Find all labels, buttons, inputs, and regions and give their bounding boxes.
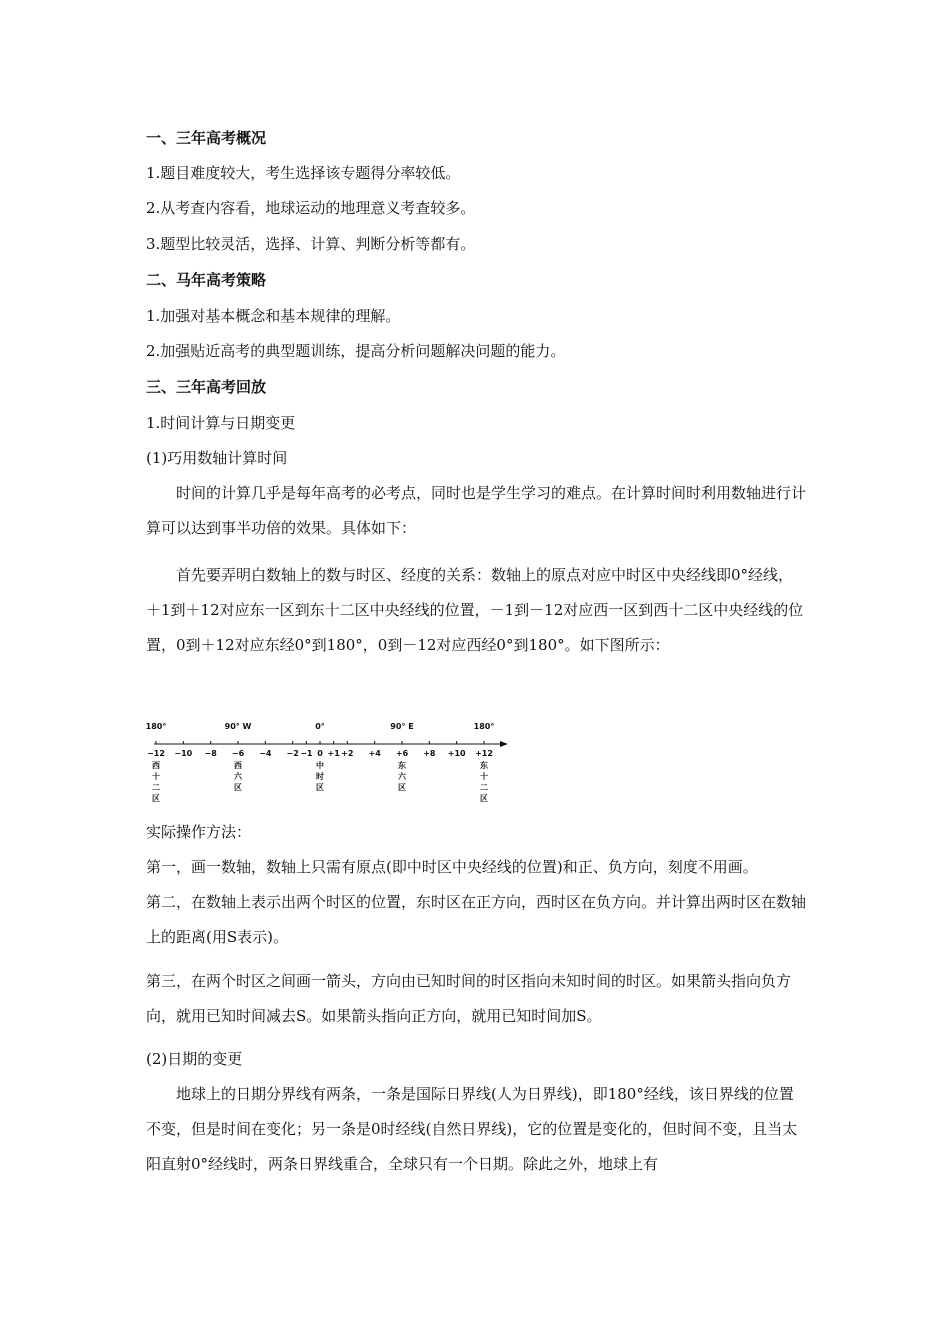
tick-label: −1 [300, 749, 313, 758]
tick-label: −8 [204, 749, 217, 758]
zone-label-char: 区 [480, 794, 488, 803]
tick-label: −2 [286, 749, 299, 758]
subheading: 1.时间计算与日期变更 [146, 414, 296, 432]
tick-label: 0 [317, 749, 323, 758]
section-heading-1: 一、三年高考概况 [146, 129, 267, 147]
paragraph: 首先要弄明白数轴上的数与时区、经度的关系：数轴上的原点对应中时区中央经线即0°经线，＋1到＋12对应东一区到东十二区中央经线的位置，－1到－12对应西一区到西十二区中央经线的位置，0到＋12对应东经0°到180°，0到－12对应西经0°到180°。如下图所示： [146, 566, 804, 654]
zone-label-char: 东 [398, 761, 406, 770]
zone-label-char: 十 [152, 772, 160, 781]
section-heading-2: 二、马年高考策略 [146, 271, 267, 289]
section-heading-3: 三、三年高考回放 [146, 378, 267, 396]
tick-label: +6 [395, 749, 409, 758]
zone-label-char: 区 [316, 783, 324, 792]
list-item: 2.加强贴近高考的典型题训练，提高分析问题解决问题的能力。 [146, 342, 566, 360]
tick-label: +4 [368, 749, 381, 758]
zone-label-char: 区 [152, 794, 160, 803]
tick-label: −12 [147, 749, 165, 758]
paragraph: 时间的计算几乎是每年高考的必考点，同时也是学生学习的难点。在计算时间时利用数轴进行计算可以达到事半功倍的效果。具体如下： [146, 484, 807, 537]
list-item: 3.题型比较灵活，选择、计算、判断分析等都有。 [146, 235, 476, 253]
zone-label-char: 区 [398, 783, 406, 792]
tick-label: +10 [447, 749, 466, 758]
zone-label-char: 六 [398, 772, 406, 781]
longitude-label: 90° W [224, 722, 252, 731]
paragraph: 地球上的日期分界线有两条，一条是国际日界线(人为日界线)，即180°经线，该日界线的位置不变，但是时间在变化；另一条是0时经线(自然日界线)，它的位置是变化的，但时间不变，且当太阳直射0°经线时，两条日界线重合，全球只有一个日期。除此之外，地球上有 [146, 1085, 798, 1173]
longitude-label: 180° [473, 722, 495, 731]
zone-label-char: 西 [234, 761, 242, 770]
zone-label-char: 区 [234, 783, 242, 792]
list-item: 1.题目难度较大，考生选择该专题得分率较低。 [146, 164, 461, 182]
longitude-label: 180° [145, 722, 167, 731]
list-item: 2.从考查内容看，地球运动的地理意义考查较多。 [146, 199, 476, 217]
zone-label-char: 中 [316, 761, 324, 770]
axis-arrowhead [500, 741, 508, 747]
zone-label-char: 六 [234, 772, 242, 781]
zone-label-char: 东 [480, 761, 488, 770]
zone-label-char: 二 [152, 783, 160, 792]
step-text: 第一，画一数轴，数轴上只需有原点(即中时区中央经线的位置)和正、负方向，刻度不用画。 [146, 858, 758, 876]
zone-label-char: 十 [480, 772, 488, 781]
zone-label-char: 二 [480, 783, 488, 792]
tick-label: −4 [259, 749, 272, 758]
step-text: 第二，在数轴上表示出两个时区的位置，东时区在正方向，西时区在负方向。并计算出两时区在数轴上的距离(用S表示)。 [146, 893, 807, 946]
list-item: 1.加强对基本概念和基本规律的理解。 [146, 307, 401, 325]
tick-label: +2 [341, 749, 354, 758]
longitude-label: 90° E [390, 722, 414, 731]
zone-label-char: 西 [152, 761, 160, 770]
tick-label: −6 [231, 749, 245, 758]
subheading: 实际操作方法： [146, 823, 252, 841]
subheading: (2)日期的变更 [146, 1050, 243, 1068]
time-zone-number-line [144, 716, 510, 814]
tick-label: +8 [423, 749, 436, 758]
tick-label: +1 [327, 749, 340, 758]
tick-label: +12 [475, 749, 493, 758]
step-text: 第三，在两个时区之间画一箭头，方向由已知时间的时区指向未知时间的时区。如果箭头指向负方向，就用已知时间减去S。如果箭头指向正方向，就用已知时间加S。 [146, 972, 792, 1025]
longitude-label: 0° [315, 722, 325, 731]
subheading: (1)巧用数轴计算时间 [146, 449, 288, 467]
zone-label-char: 时 [316, 772, 324, 781]
tick-label: −10 [174, 749, 193, 758]
